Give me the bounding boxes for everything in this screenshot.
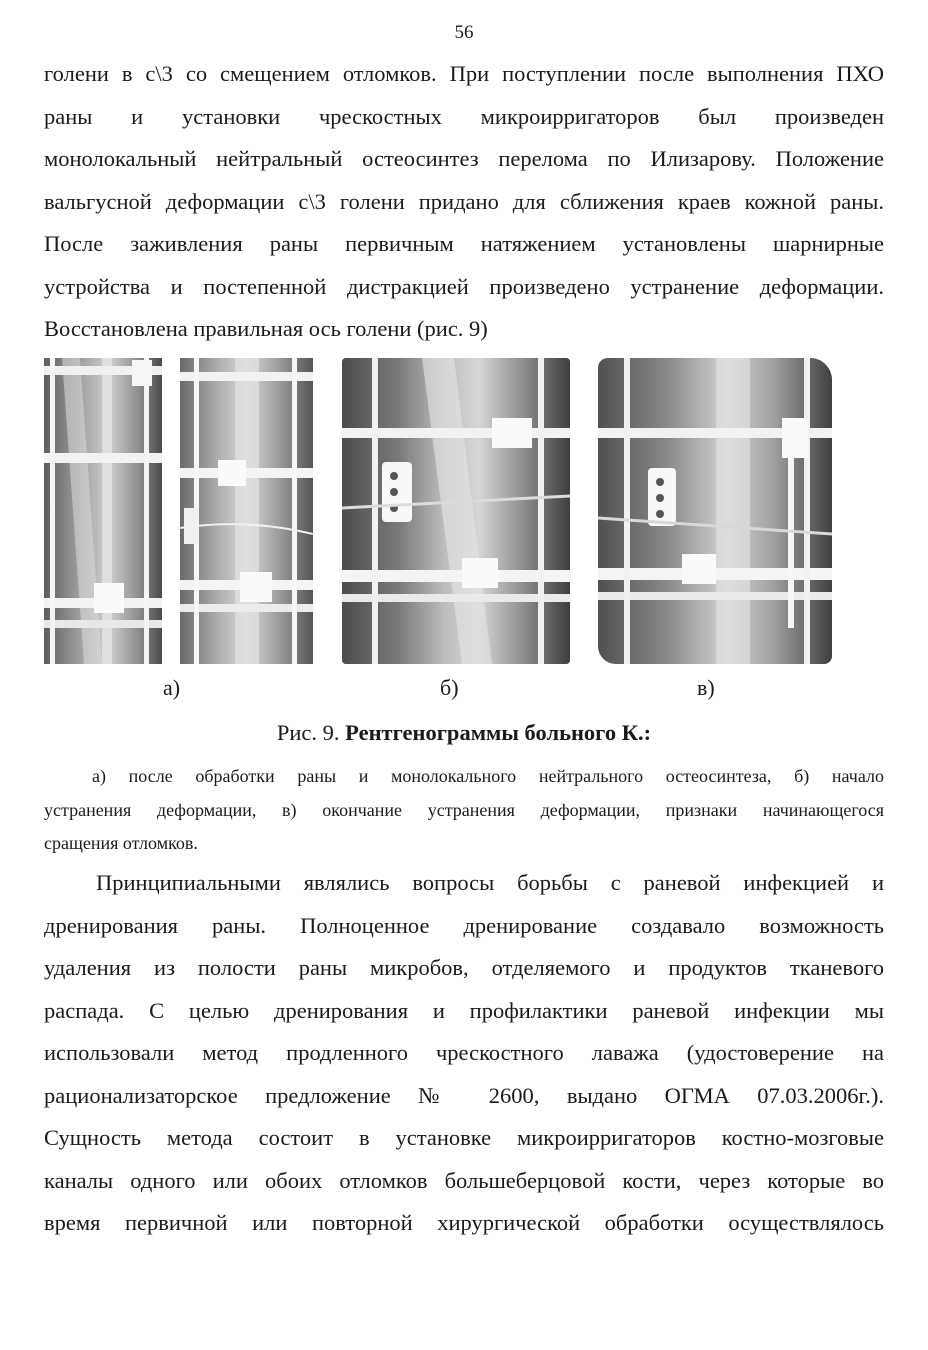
caption-line: а) после обработки раны и монолокального нейтрального остеосинтеза, б) начало [92, 766, 884, 786]
figure-label-b: б) [440, 675, 459, 700]
figure-caption-prefix: Рис. 9. [276, 720, 340, 745]
text-line: вальгусной деформации с\3 голени придано для сближения краев кожной раны. [44, 188, 884, 214]
text-line: время первичной или повторной хирургической обработки осуществлялось [44, 1210, 884, 1235]
text-line: Принципиальными являлись вопросы борьбы с раневой инфекцией и [96, 870, 884, 895]
text-line: Сущность метода состоит в установке микроирригаторов костно-мозговые [44, 1125, 884, 1150]
paragraph-2 [44, 862, 884, 1245]
caption-line: сращения отломков. [44, 833, 198, 853]
figure-caption-description [44, 760, 884, 861]
text-line: устройства и постепенной дистракцией произведено устранение деформации. [44, 273, 884, 299]
figure-caption-title: Рентгенограммы больного К.: [345, 720, 652, 745]
text-line: каналы одного или обоих отломков большеберцовой кости, через которые во [44, 1167, 884, 1193]
figure-label-a: а) [163, 675, 181, 700]
xray-image-a-2 [180, 358, 313, 664]
text-line: голени в с\3 со смещением отломков. При поступлении после выполнения ПХО [44, 61, 884, 86]
paragraph-1 [44, 53, 884, 351]
caption-line: устранения деформации, в) окончание устранения деформации, признаки начинающегося [44, 799, 884, 820]
text-line: дренирования раны. Полноценное дренирование создавало возможность [44, 912, 884, 938]
text-line: раны и установки чрескостных микроирригаторов был произведен [44, 103, 884, 129]
xray-image-a-1 [44, 358, 162, 664]
text-line: удаления из полости раны микробов, отделяемого и продуктов тканевого [44, 955, 884, 980]
figure-9 [44, 355, 886, 665]
page-number: 56 [454, 22, 474, 43]
figure-label-c: в) [697, 675, 715, 700]
text-line: После заживления раны первичным натяжением установлены шарнирные [44, 231, 884, 256]
figure-caption [0, 720, 928, 746]
xray-image-c [598, 358, 832, 664]
xray-image-b [342, 358, 570, 664]
text-line: распада. С целью дренирования и профилактики раневой инфекции мы [44, 997, 884, 1023]
text-line: использовали метод продленного чрескостного лаважа (удостоверение на [44, 1040, 884, 1065]
text-line: монолокальный нейтральный остеосинтез перелома по Илизарову. Положение [44, 146, 884, 171]
text-line: рационализаторское предложение № 2600, выдано ОГМА 07.03.2006г.). [44, 1082, 884, 1108]
text-line: Восстановлена правильная ось голени (рис. 9) [44, 316, 488, 341]
figure-labels [0, 675, 928, 711]
